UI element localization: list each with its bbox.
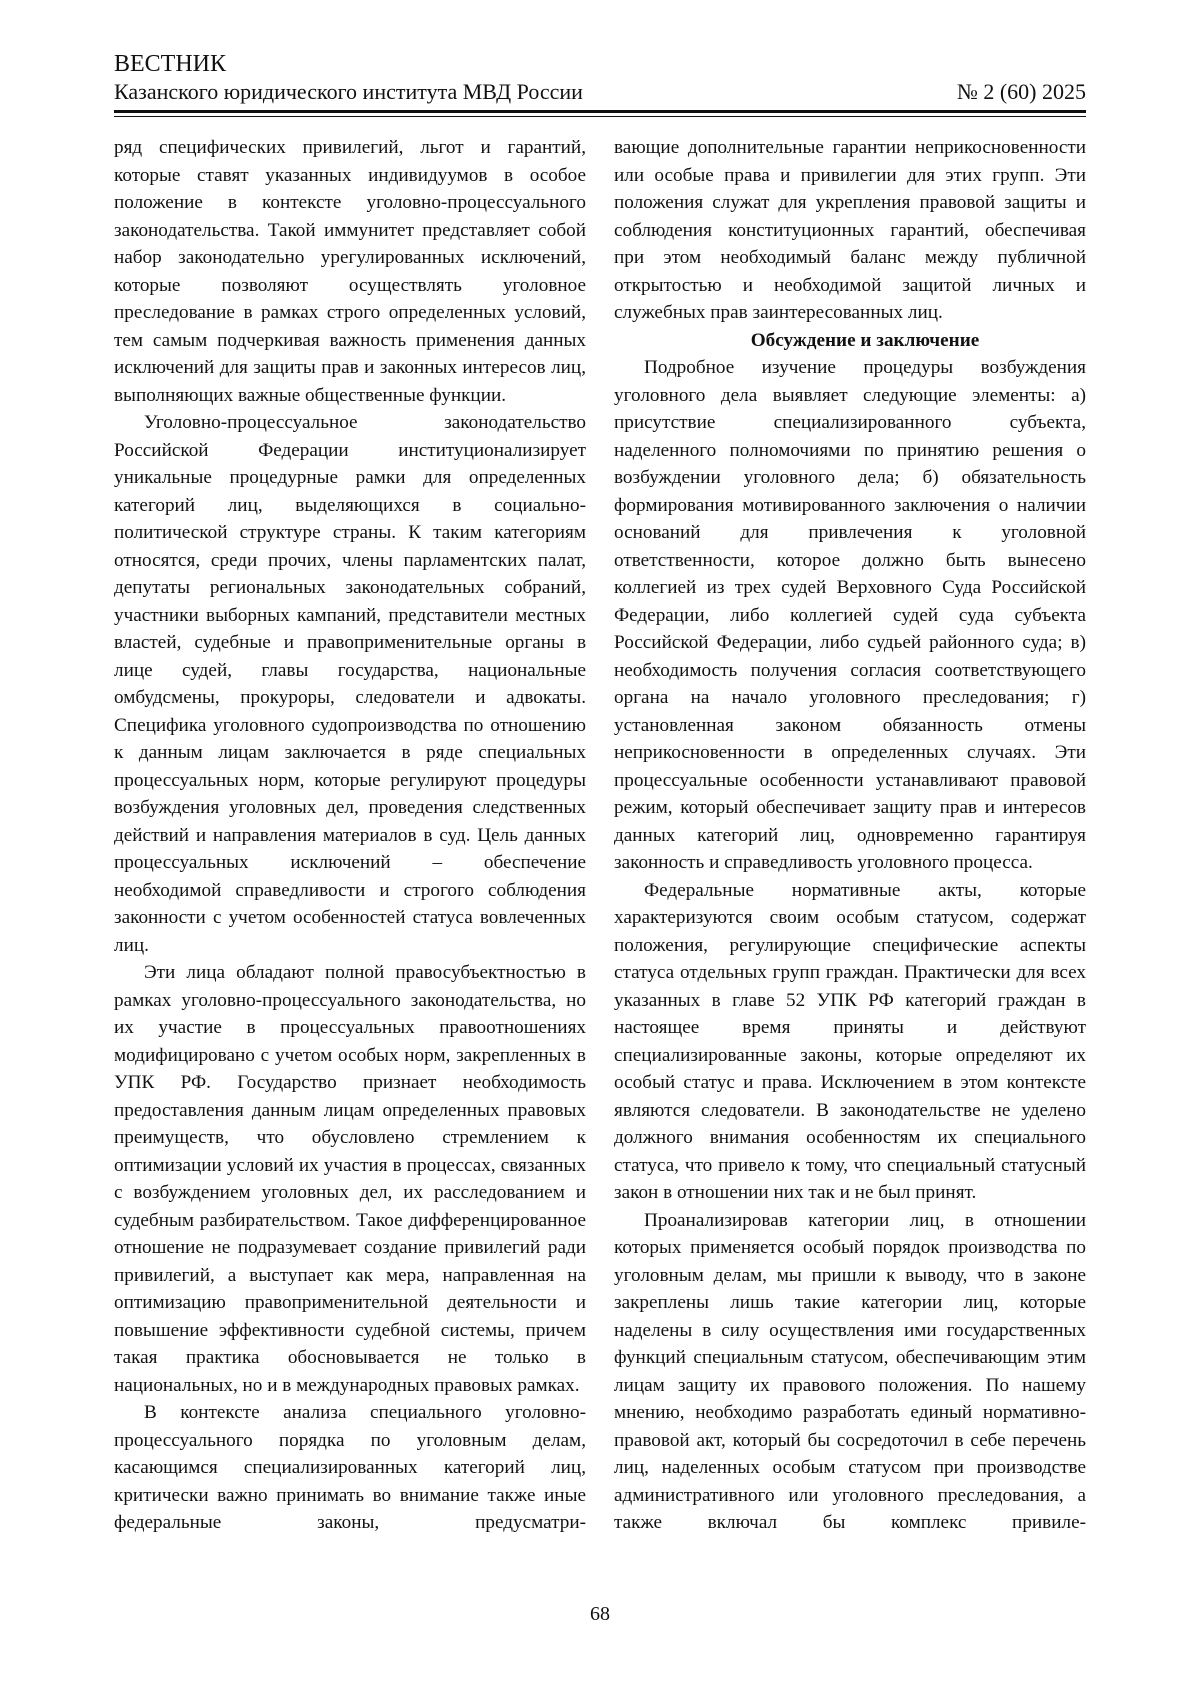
header-rule-thin	[114, 116, 1086, 117]
paragraph: Проанализировав категории лиц, в отношении которых применяется особый порядок производства по уголовным делам, мы пришли к выводу, что в законе закреплены лишь такие категории лиц, которые наделены в силу осуществления ими государственных функций специальным статусом, обеспечивающим этим лицам защиту их правового положения. По нашему мнению, необходимо разработать единый нормативно-правовой акт, который бы сосредоточил в себе перечень лиц, наделенных особым статусом при производстве административного или уголовного преследования, а также включал бы комплекс привиле-	[614, 1209, 1086, 1533]
institute-name: Казанского юридического института МВД России	[114, 79, 583, 104]
right-column	[614, 134, 1086, 1537]
running-header	[114, 50, 1086, 106]
journal-name: ВЕСТНИК	[114, 51, 227, 77]
paragraph: Уголовно-процессуальное законодательство Российской Федерации институционализирует уникальные процедурные рамки для определенных категорий лиц, выделяющихся в социально-политической структуре страны. К таким категориям относятся, среди прочих, члены парламентских палат, депутаты региональных законодательных собраний, участники выборных кампаний, представители местных властей, судебные и правоприменительные органы в лице судей, главы государства, национальные омбудсмены, прокуроры, следователи и адвокаты. Специфика уголовного судопроизводства по отношению к данным лицам заключается в ряде специальных процессуальных норм, которые регулируют процедуры возбуждения уголовных дел, проведения следственных действий и направления материалов в суд. Цель данных процессуальных исключений – обеспечение необходимой справедливости и строгого соблюдения законности с учетом особенностей статуса вовлеченных лиц.	[114, 412, 586, 956]
paragraph: вающие дополнительные гарантии неприкосновенности или особые права и привилегии для этих групп. Эти положения служат для укрепления правовой защиты и соблюдения конституционных гарантий, обеспечивая при этом необходимый баланс между публичной открытостью и необходимой защитой личных и служебных прав заинтересованных лиц.	[614, 137, 1086, 323]
paragraph: ряд специфических привилегий, льгот и гарантий, которые ставят указанных индивидуумов в особое положение в контексте уголовно-процессуального законодательства. Такой иммунитет представляет собой набор законодательно урегулированных исключений, которые позволяют осуществлять уголовное преследование в рамках строго определенных условий, тем самым подчеркивая важность применения данных исключений для защиты прав и законных интересов лиц, выполняющих важные общественные функции.	[114, 137, 586, 406]
header-rule-thick	[114, 110, 1086, 113]
issue-number: № 2 (60) 2025	[956, 79, 1086, 104]
header-row	[114, 78, 1086, 106]
paragraph: Эти лица обладают полной правосубъектностью в рамках уголовно-процессуального законодательства, но их участие в процессуальных правоотношениях модифицировано с учетом особых норм, закрепленных в УПК РФ. Государство признает необходимость предоставления данным лицам определенных правовых преимуществ, что обусловлено стремлением к оптимизации условий их участия в процессах, связанных с возбуждением уголовных дел, их расследованием и судебным разбирательством. Такое дифференцированное отношение не подразумевает создание привилегий ради привилегий, а выступает как мера, направленная на оптимизацию правоприменительной деятельности и повышение эффективности судебной системы, причем такая практика обосновывается не только в национальных, но и в международных правовых рамках.	[114, 962, 586, 1396]
page-number: 68	[590, 1603, 610, 1625]
paragraph: В контексте анализа специального уголовно-процессуального порядка по уголовным делам, касающимся специализированных категорий лиц, критически важно принимать во внимание также иные федеральные законы, предусматри-	[114, 1402, 586, 1533]
section-heading: Обсуждение и заключение	[750, 329, 980, 351]
paragraph: Подробное изучение процедуры возбуждения уголовного дела выявляет следующие элементы: а) присутствие специализированного субъекта, наделенного полномочиями по принятию решения о возбуждении уголовного дела; б) обязательность формирования мотивированного заключения о наличии оснований для привлечения к уголовной ответственности, которое должно быть вынесено коллегией из трех судей Верховного Суда Российской Федерации, либо коллегией судей суда субъекта Российской Федерации, либо судьей районного суда; в) необходимость получения согласия соответствующего органа на начало уголовного преследования; г) установленная законом обязанность отмены неприкосновенности в определенных случаях. Эти процессуальные особенности устанавливают правовой режим, который обеспечивает защиту прав и интересов данных категорий лиц, одновременно гарантируя законность и справедливость уголовного процесса.	[614, 357, 1086, 873]
left-column	[114, 134, 586, 1537]
paragraph: Федеральные нормативные акты, которые характеризуются своим особым статусом, содержат положения, регулирующие специфические аспекты статуса отдельных групп граждан. Практически для всех указанных в главе 52 УПК РФ категорий граждан в настоящее время приняты и действуют специализированные законы, которые определяют их особый статус и права. Исключением в этом контексте являются следователи. В законодательстве не уделено должного внимания особенностям их специального статуса, что привело к тому, что специальный статусный закон в отношении них так и не был принят.	[614, 879, 1086, 1203]
